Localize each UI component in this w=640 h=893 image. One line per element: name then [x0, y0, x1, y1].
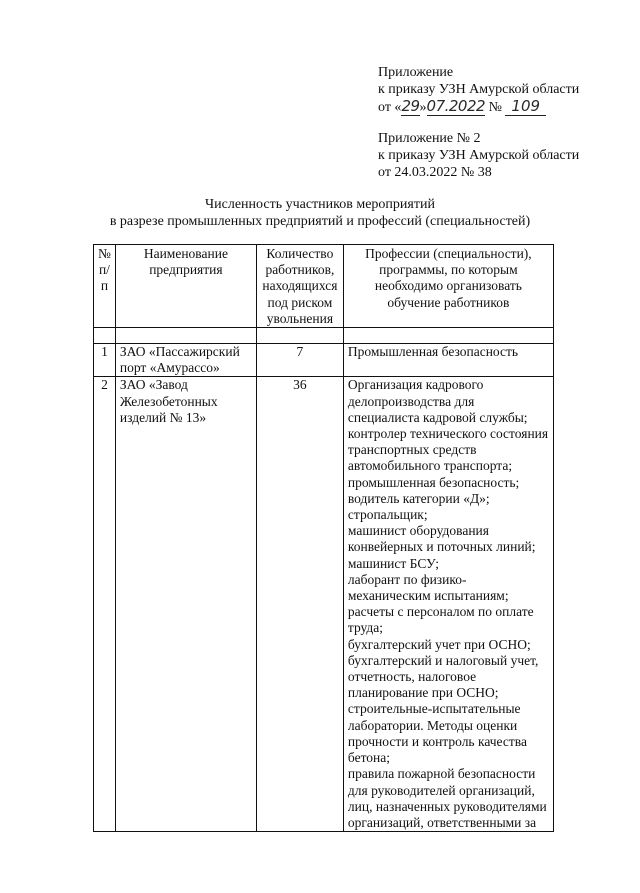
handwritten-order-number: 109: [505, 97, 546, 116]
spacer-cell: [343, 328, 553, 344]
document-title-line2: в разрезе промышленных предприятий и профессий (специальностей): [109, 214, 531, 229]
header-enterprise: Наименование предприятия: [115, 245, 256, 328]
profession-item: расчеты с персоналом по оплате труда;: [347, 604, 534, 636]
spacer-cell: [256, 328, 343, 344]
row-professions: [343, 344, 553, 377]
profession-item: Промышленная безопасность: [347, 344, 519, 360]
row-enterprise: ЗАО «Завод Железобетонных изделий № 13»: [115, 377, 256, 832]
header-professions: Профессии (специальности), программы, по которым необходимо организовать обучение работников: [343, 245, 553, 328]
appendix-original-title: Приложение № 2: [378, 131, 481, 146]
table-row: [94, 344, 554, 377]
profession-item: контролер технического состояния транспортных средств автомобильного транспорта;: [347, 426, 549, 474]
profession-item: лаборант по физико-механическим испытаниям;: [347, 571, 509, 604]
appendix-current-order: к приказу УЗН Амурской области: [378, 82, 580, 97]
number-sign: №: [488, 100, 502, 115]
profession-item: промышленная безопасность;: [347, 474, 520, 490]
document-title-line1: Численность участников мероприятий: [205, 197, 435, 212]
handwritten-date-rest: 07.2022: [426, 97, 486, 115]
row-num: 1: [94, 344, 116, 377]
date-mid: »: [419, 100, 427, 115]
appendix-original-date: от 24.03.2022 № 38: [378, 165, 492, 180]
profession-item: водитель категории «Д»;: [347, 490, 490, 506]
row-enterprise: ЗАО «Пассажирский порт «Амурассо»: [115, 344, 256, 377]
date-prefix: от «: [378, 100, 402, 115]
appendix-current-date-line: [378, 98, 579, 116]
row-professions: [343, 377, 553, 832]
handwritten-date-day: 29: [401, 97, 420, 115]
profession-item: стропальщик;: [347, 507, 428, 523]
header-num: № п/п: [94, 245, 116, 328]
appendix-original-order: к приказу УЗН Амурской области: [378, 148, 580, 163]
row-count: 7: [256, 344, 343, 377]
profession-item: машинист БСУ;: [347, 555, 439, 571]
appendix-original-block: [378, 130, 579, 181]
table-header-row: [94, 245, 554, 328]
profession-item: Организация кадрового делопроизводства для специалиста кадровой службы;: [347, 377, 528, 425]
spacer-cell: [94, 328, 116, 344]
profession-item: правила пожарной безопасности для руководителей организаций, лиц, назначенных руководителями организаций, ответственными за: [347, 766, 547, 830]
profession-item: бухгалтерский и налоговый учет, отчетность, налоговое планирование при ОСНО;: [347, 652, 539, 701]
spacer-cell: [115, 328, 256, 344]
profession-item: строительные-испытательные лаборатории. Методы оценки прочности и контроль качества бетона;: [347, 701, 527, 766]
profession-item: бухгалтерский учет при ОСНО;: [347, 636, 531, 652]
header-count: Количество работников, находящихся под риском увольнения: [256, 245, 343, 328]
profession-item: машинист оборудования конвейерных и поточных линий;: [347, 523, 536, 555]
enterprises-table: [93, 244, 554, 832]
appendix-current-block: [378, 64, 579, 116]
appendix-current-title: Приложение: [378, 65, 454, 80]
table-spacer-row: [94, 328, 554, 344]
table-row: [94, 377, 554, 832]
row-count: 36: [256, 377, 343, 832]
row-num: 2: [94, 377, 116, 832]
